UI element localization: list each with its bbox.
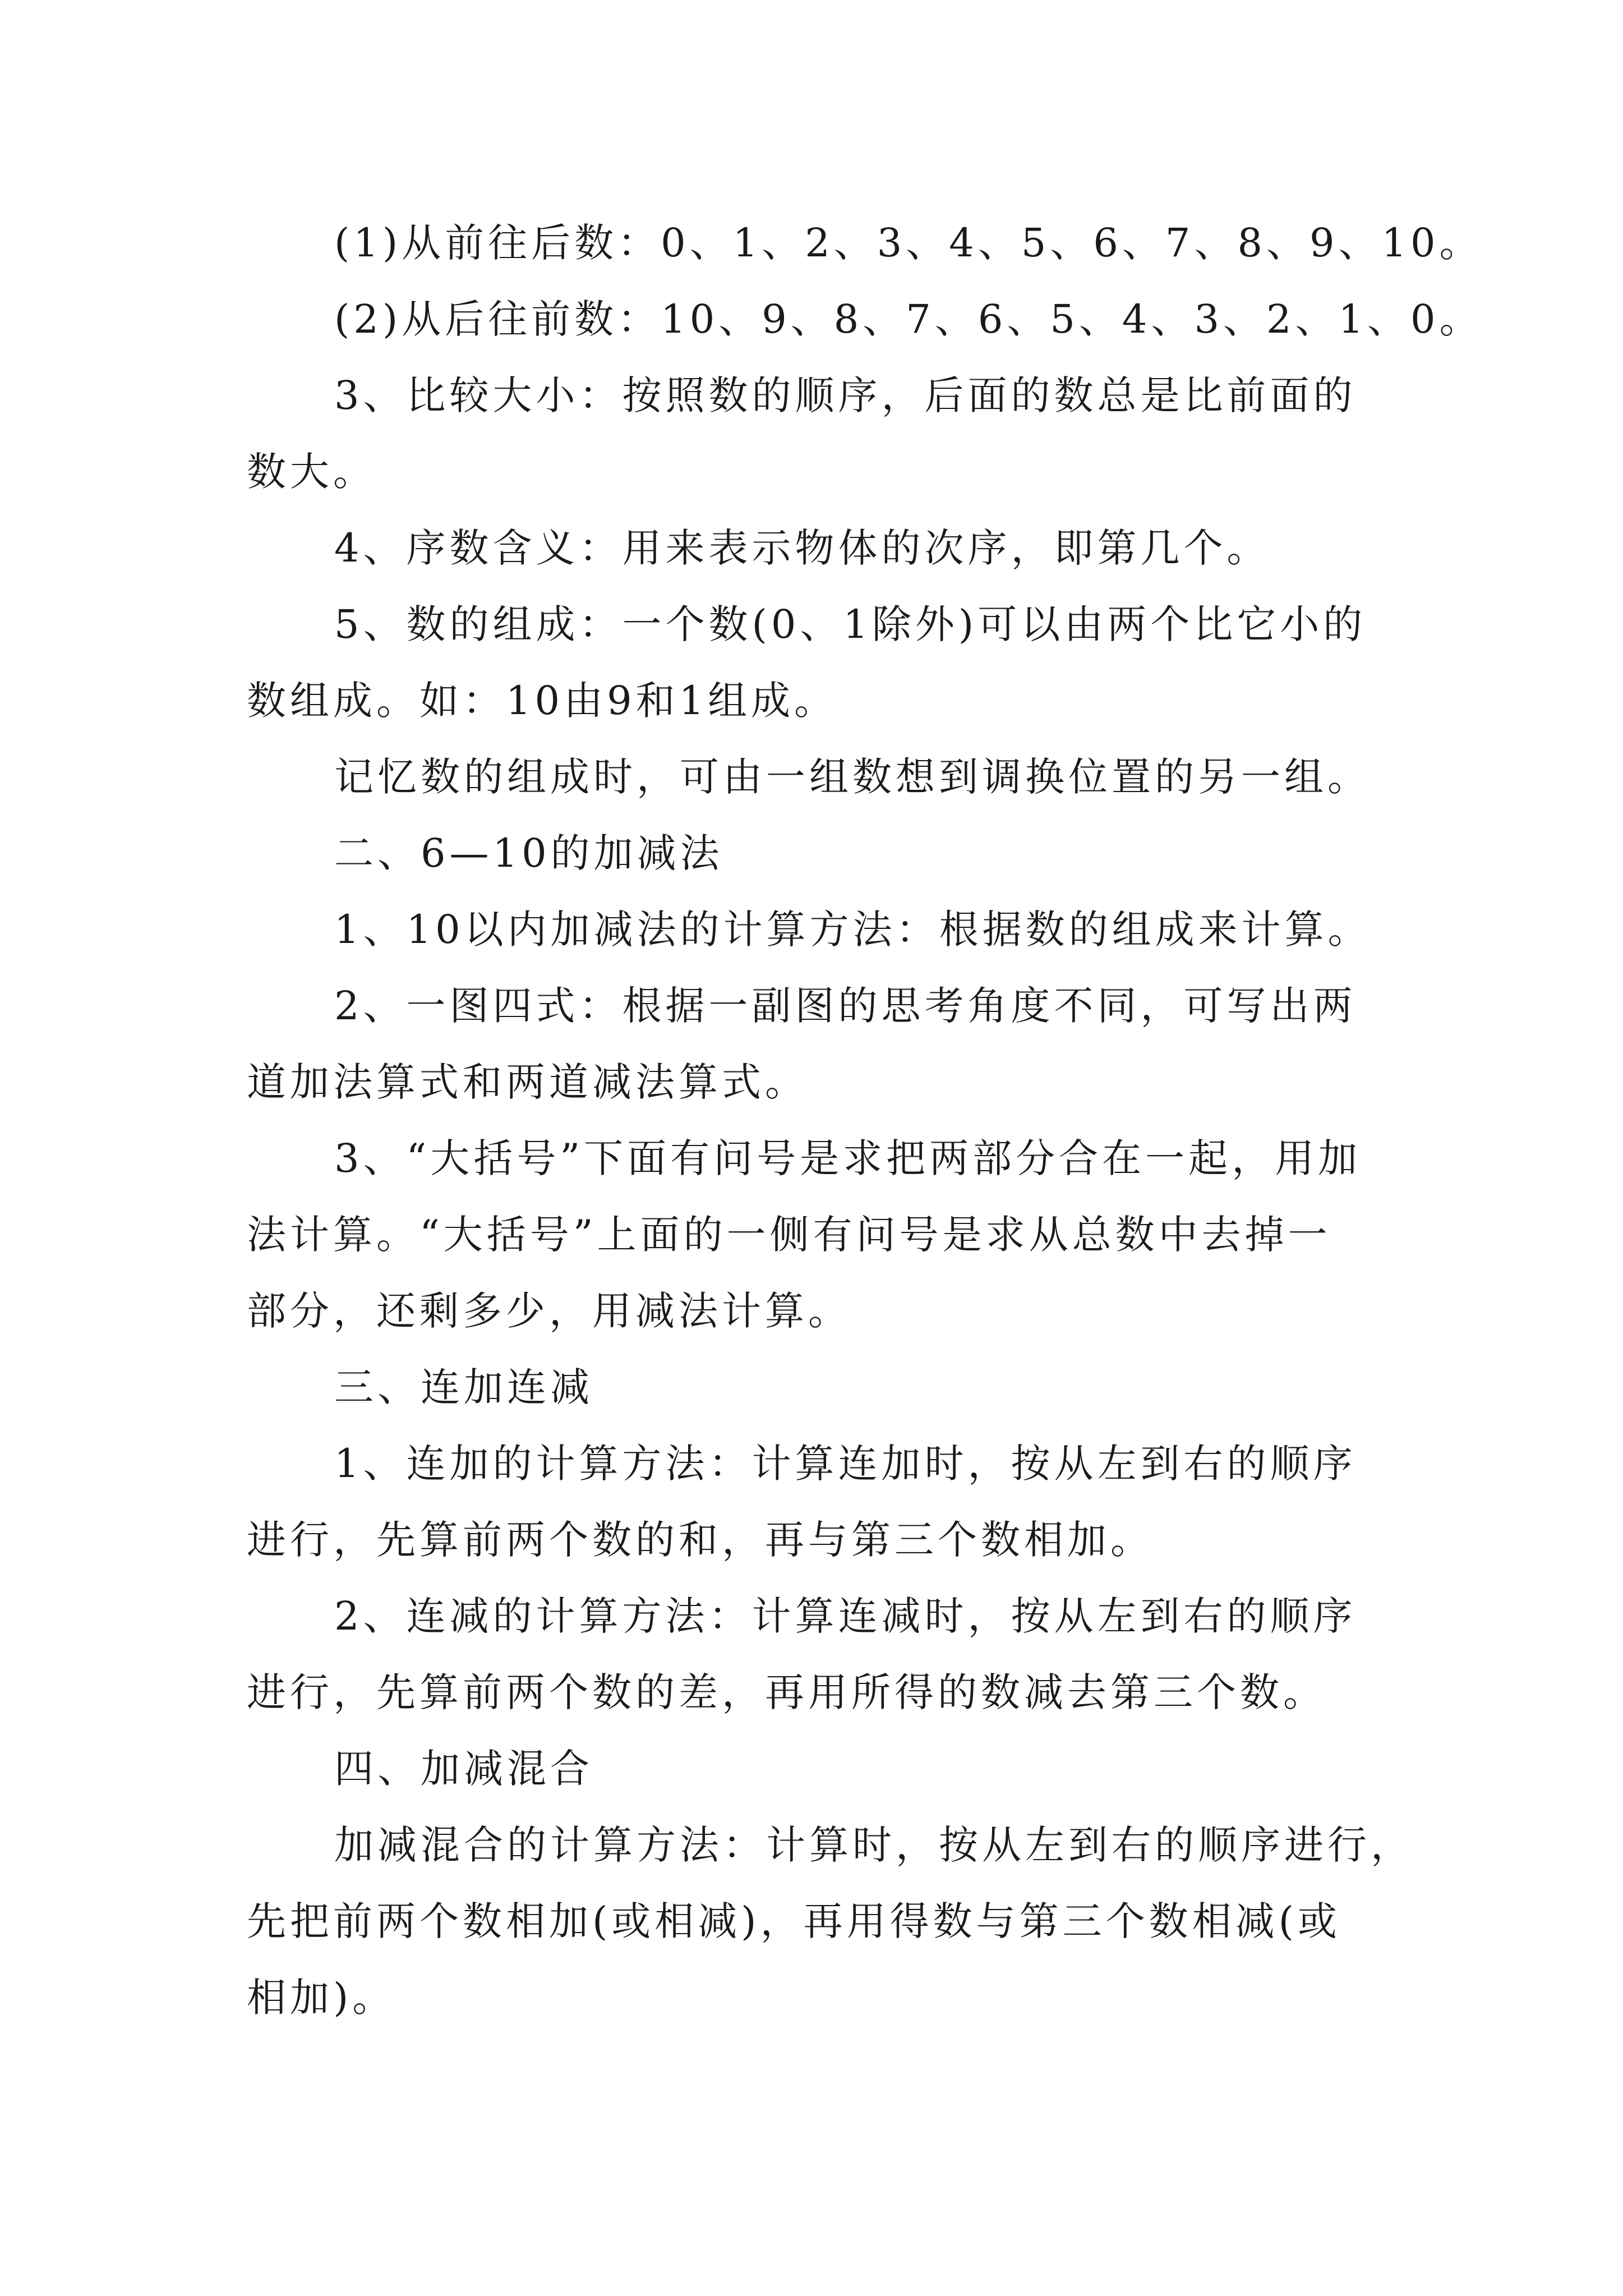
count-forward-line: (1)从前往后数：0、1、2、3、4、5、6、7、8、9、10。	[334, 220, 1483, 266]
brace-rule-line-3: 部分，还剩多少，用减法计算。	[247, 1288, 851, 1334]
number-composition-line-1: 5、数的组成：一个数(0、1除外)可以由两个比它小的	[334, 601, 1367, 647]
mixed-calc-line-1: 加减混合的计算方法：计算时，按从左到右的顺序进行，	[334, 1822, 1414, 1868]
compare-size-line-1: 3、比较大小：按照数的顺序，后面的数总是比前面的	[334, 372, 1357, 418]
one-picture-four-line-2: 道加法算式和两道减法算式。	[247, 1059, 808, 1105]
number-composition-line-2: 数组成。如：10由9和1组成。	[247, 678, 838, 724]
mixed-calc-line-2: 先把前两个数相加(或相减)，再用得数与第三个数相减(或	[247, 1898, 1341, 1944]
section-heading-3: 三、连加连减	[334, 1364, 593, 1410]
brace-rule-line-2: 法计算。“大括号”上面的一侧有问号是求从总数中去掉一	[247, 1212, 1331, 1258]
count-backward-line: (2)从后往前数：10、9、8、7、6、5、4、3、2、1、0。	[334, 296, 1483, 342]
consecutive-sub-line-1: 2、连减的计算方法：计算连减时，按从左到右的顺序	[334, 1593, 1357, 1639]
compare-size-line-2: 数大。	[247, 449, 376, 495]
brace-rule-line-1: 3、“大括号”下面有问号是求把两部分合在一起，用加	[334, 1135, 1362, 1181]
consecutive-add-line-2: 进行，先算前两个数的和，再与第三个数相加。	[247, 1517, 1154, 1563]
memory-tip-line: 记忆数的组成时，可由一组数想到调换位置的另一组。	[334, 754, 1371, 800]
consecutive-sub-line-2: 进行，先算前两个数的差，再用所得的数减去第三个数。	[247, 1669, 1326, 1715]
section-heading-4: 四、加减混合	[334, 1746, 593, 1792]
mixed-calc-line-3: 相加)。	[247, 1975, 396, 2021]
section-heading-2: 二、6—10的加减法	[334, 830, 723, 876]
one-picture-four-line-1: 2、一图四式：根据一副图的思考角度不同，可写出两	[334, 983, 1357, 1029]
consecutive-add-line-1: 1、连加的计算方法：计算连加时，按从左到右的顺序	[334, 1441, 1357, 1487]
ordinal-meaning-line: 4、序数含义：用来表示物体的次序，即第几个。	[334, 525, 1270, 571]
add-sub-method-line: 1、10以内加减法的计算方法：根据数的组成来计算。	[334, 907, 1371, 953]
